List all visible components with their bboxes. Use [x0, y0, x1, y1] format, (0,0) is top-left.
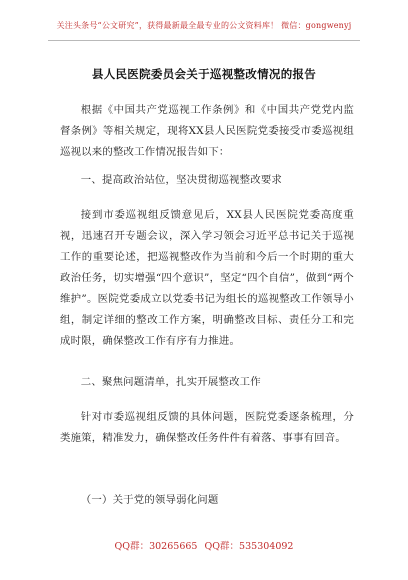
section-2-paragraph: 针对市委巡视组反馈的具体问题，医院党委逐条梳理，分类施策，精准发力，确保整改任务件件有着落、事事有回音。: [60, 411, 354, 444]
section-1-heading: 一、提高政治站位，坚决贯彻巡视整改要求: [80, 174, 283, 186]
section-2-heading: 二、聚焦问题清单，扎实开展整改工作: [80, 376, 261, 388]
footer-qq-group-1: QQ群：30265665: [114, 541, 198, 552]
intro-paragraph: 根据《中国共产党巡视工作条例》和《中国共产党党内监督条例》等相关规定，现将XX县人民医院党委接受市委巡视组巡视以来的整改工作情况报告如下：: [60, 104, 354, 158]
section-1-paragraph: 接到市委巡视组反馈意见后，XX县人民医院党委高度重视，迅速召开专题会议，深入学习领会习近平总书记关于巡视工作的重要论述，把巡视整改作为当前和今后一个时期的重大政治任务，切实增强“四个意识”，坚定“四个自信”，做到“两个维护”。医院党委成立以党委书记为组长的巡视整改工作领导小组，制定详细的整改工作方案，明确整改目标、责任分工和完成时限，确保整改工作有序有力推进。: [60, 209, 354, 347]
header-divider: [48, 40, 360, 41]
subsection-1-heading: （一）关于党的领导弱化问题: [80, 494, 219, 506]
header-banner: 关注头条号“公文研究”，获得最新最全最专业的公文资料库！ 微信：gongwenyj: [56, 21, 352, 30]
document-title: 县人民医院委员会关于巡视整改情况的报告: [91, 67, 317, 81]
footer-contact: [0, 538, 408, 552]
footer-qq-group-2: QQ群：535304092: [204, 541, 294, 552]
